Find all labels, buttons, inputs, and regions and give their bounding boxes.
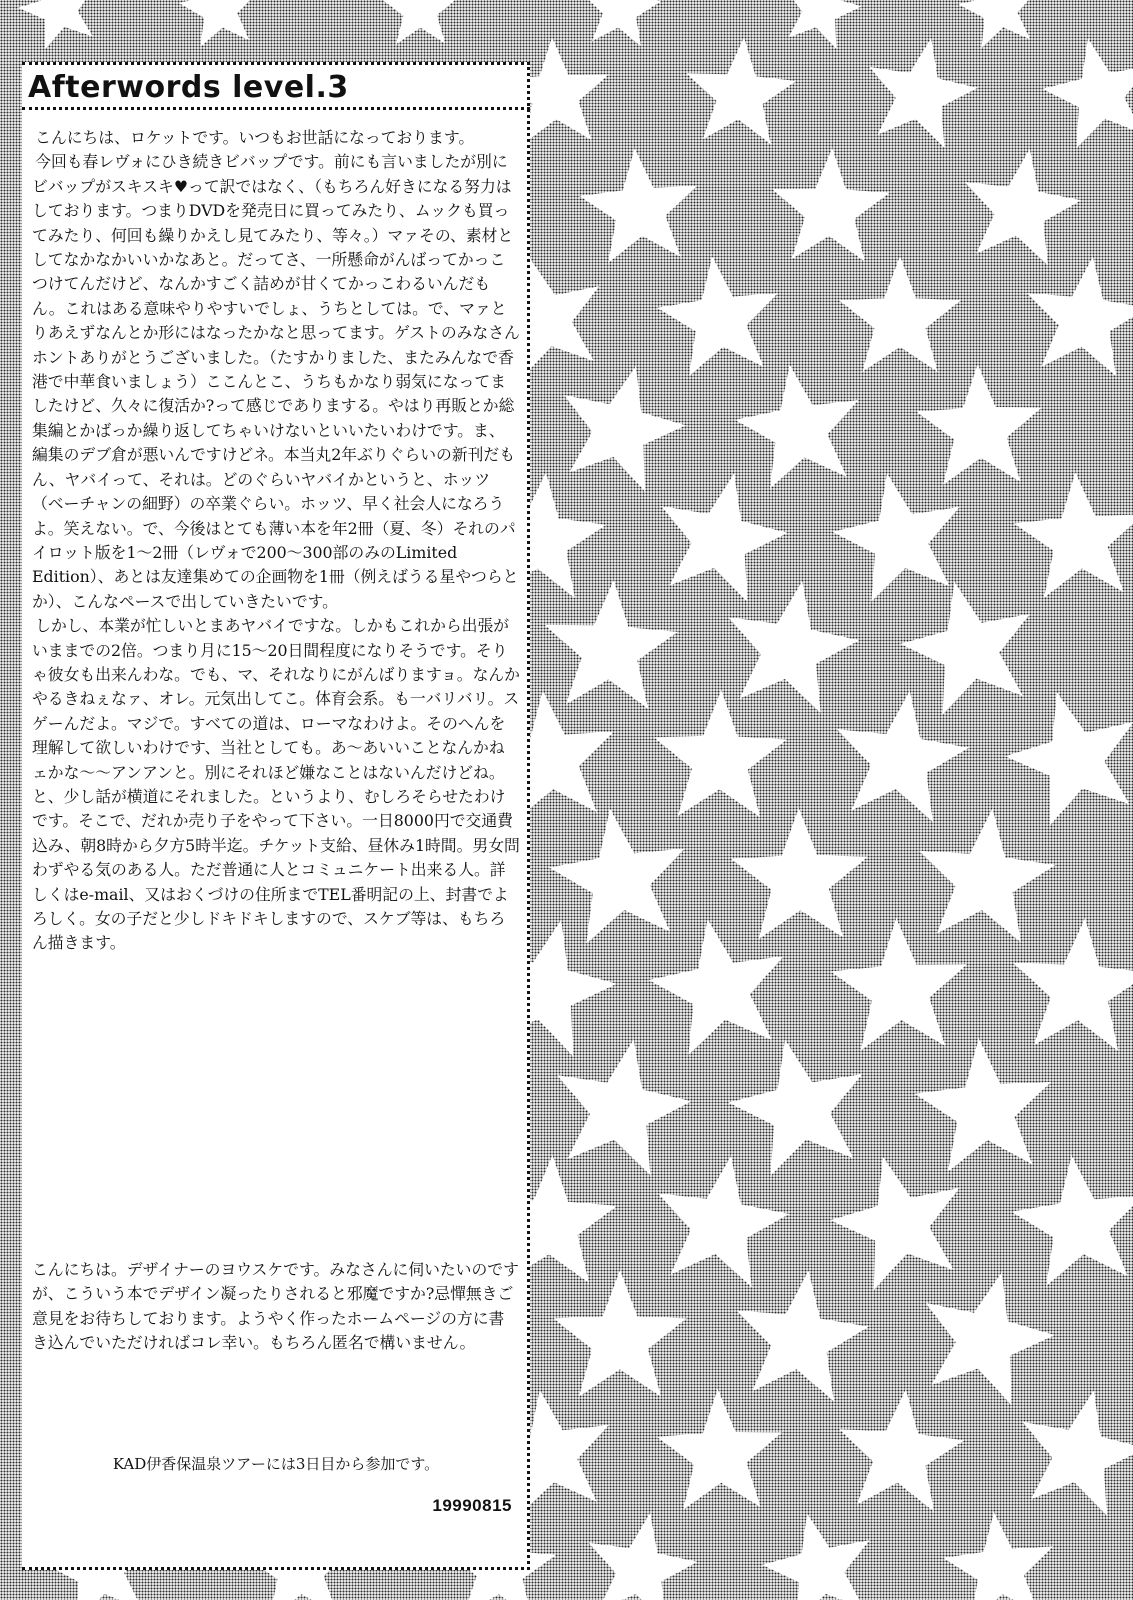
star-shape: [589, 1513, 698, 1600]
rocket-paragraph-work: しかし、本業が忙しいとまあヤバイですな。しかもこれから出張がいままでの2倍。つまり月に15～20日間程度になりそうです。そりゃ彼女も出来んわな。でも、マ、それなりにがんばりますョ。なんかやるきねぇなァ、オレ。元気出してこ。体育会系。も一バリバリ。スゲーんだよ。マジで。すべての道は、ローマなわけよ。そのへんを理解して欲しいわけです、当社としても。あ～あいいことなんかねェかな～～アンアンと。別にそれほど嫌なことはないんだけどね。と、少し話が横道にそれました。というより、むしろそらせたわけです。そこで、だれか売り子をやって下さい。一日8000円で交通費込み、朝8時から夕方5時半迄。チケット支給、昼休み1時間。男女問わずやる気のある人。ただ普通に人とコミュニケート出来る人。詳しくはe-mail、又はおくづけの住所までTEL番明記の上、封書でよろしく。女の子だと少しドキドキしますので、スケブ等は、もちろん描きます。: [32, 616, 520, 953]
star-shape: [557, 1039, 692, 1175]
star-shape: [839, 256, 961, 372]
star-shape: [762, 1514, 870, 1600]
star-shape: [179, 0, 258, 47]
designer-paragraph: こんにちは。デザイナーのヨウスケです。みなさんに伺いたいのですが、こういう本でデザイン凝ったりされると邪魔ですか?忌憚無きご意見をお待ちしております。ようやく作ったホームページの方に書き込んでいただければコレ幸い。もちろん匿名で構いません。: [32, 1259, 519, 1353]
star-shape: [784, 0, 862, 49]
star-shape: [657, 1389, 782, 1510]
star-shape: [1005, 692, 1133, 825]
star-shape: [686, 37, 796, 144]
star-shape: [830, 1157, 959, 1290]
title-bar: [22, 68, 530, 110]
date-stamp: 19990815: [432, 1496, 512, 1515]
star-shape: [1011, 1156, 1133, 1287]
star-shape: [1042, 38, 1133, 148]
star-shape: [728, 1040, 862, 1176]
designer-message: [32, 1242, 520, 1371]
star-shape: [915, 1038, 1052, 1171]
star-shape: [919, 808, 1055, 942]
rocket-message: [32, 126, 520, 956]
star-shape: [380, 0, 460, 44]
star-shape: [549, 809, 685, 944]
star-shape: [833, 473, 960, 601]
star-shape: [658, 1156, 790, 1288]
star-shape: [657, 257, 778, 377]
star-shape: [917, 364, 1042, 485]
star-shape: [900, 582, 1030, 715]
page-title: Afterwords level.3: [28, 70, 349, 105]
star-shape: [654, 690, 787, 817]
star-shape: [737, 1271, 869, 1402]
rocket-greeting: こんにちは、ロケットです。いつもお世話になっております。: [35, 128, 475, 147]
star-shape: [731, 808, 868, 939]
star-shape: [545, 580, 678, 709]
star-shape: [1027, 257, 1133, 377]
star-shape: [772, 148, 890, 261]
star-shape: [735, 365, 859, 489]
star-shape: [943, 1512, 1053, 1600]
rocket-paragraph-bebop: 今回も春レヴォにひき続きビバップです。前にも言いましたが別にビバップがスキスキ♥って訳ではなく、（もちろん好きになる努力はしております。つまりDVDを発売日に買ってみたり、ムックも買ってみたり、何回も繰りかえし見てみたり、等々。）マァその、素材としてなかなかいいかなあと。だってさ、一所懸命がんばってかっこつけてんだけど、なんかすごく詰めが甘くてかっこわるいんだもん。これはある意味やりやすいでしょ、うちとしては。で、マァとりあえずなんとか形にはなったかなと思ってます。ゲストのみなさんホントありがとうございました。（たすかりました、またみんなで香港で中華食いましょう）ここんとこ、うちもかなり弱気になってましたけど、久々に復活か?って感じでありまする。やはり再販とか総集編とかばっか繰り返してちゃいけないといいたいわけです。ま、編集のデブ倉が悪いんですけどネ。本当丸2年ぶりぐらいの新刊だもん、ヤバイって、それは。どのぐらいヤバイかというと、ホッツ（ベーチャンの細野）の卒業ぐらい。ホッツ、早く社会人になろうよ。笑えない。で、今後はとても薄い本を年2冊（夏、冬）それのパイロット版を1～2冊（レヴォで200～300部のみのLimited Edition）、あとは友達集めての企画物を1冊（例えばうる星やつらとか）、こんなペースで出していきたいです。: [32, 152, 520, 611]
star-shape: [1014, 472, 1133, 598]
star-shape: [649, 919, 784, 1055]
star-shape: [1013, 918, 1133, 1051]
star-shape: [965, 149, 1081, 265]
star-shape: [837, 691, 969, 822]
star-shape: [580, 148, 698, 263]
star-shape: [553, 1270, 686, 1397]
afterwords-panel: [22, 62, 530, 1570]
star-shape: [926, 1272, 1055, 1405]
star-shape: [564, 366, 686, 491]
star-shape: [1023, 1390, 1133, 1515]
star-shape: [18, 0, 95, 49]
star-shape: [728, 581, 859, 713]
star-shape: [958, 0, 1037, 48]
tour-note: KAD伊香保温泉ツアーには3日目から参加です。: [112, 1455, 440, 1473]
star-shape: [839, 1389, 964, 1511]
star-shape: [831, 918, 968, 1050]
star-shape: [869, 38, 977, 148]
star-shape: [661, 474, 788, 603]
star-shape: [582, 0, 662, 46]
